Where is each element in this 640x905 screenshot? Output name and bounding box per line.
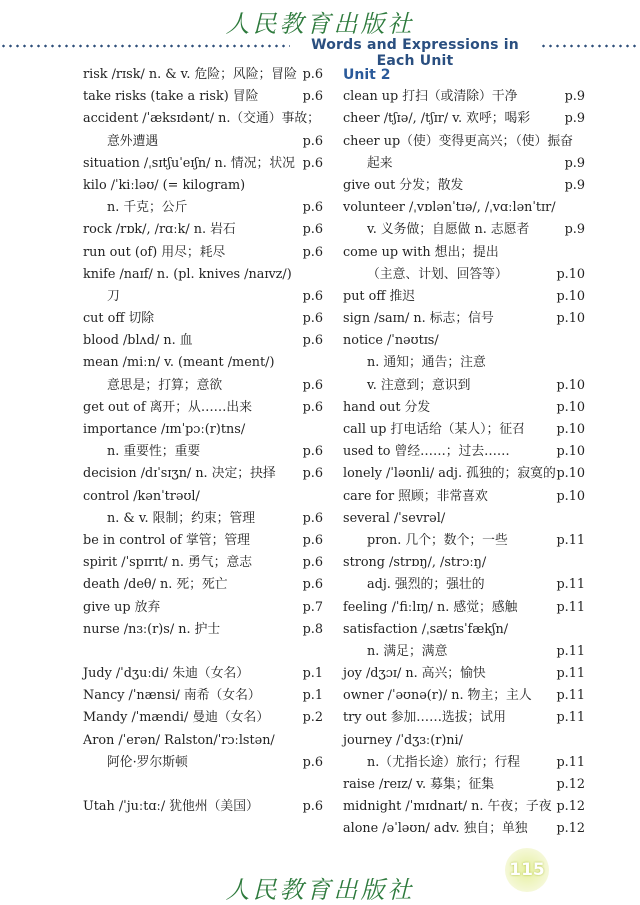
vocab-entry (343, 707, 585, 729)
entry-page: p.6 (302, 510, 323, 526)
entry-text: volunteer /ˌvɒlənˈtɪə/, /ˌvɑːlənˈtɪr/ (343, 200, 556, 216)
publisher-logo-bottom: 人民教育出版社 (225, 876, 415, 904)
vocab-entry (83, 707, 323, 729)
vocab-entry (83, 463, 323, 485)
entry-page: p.10 (556, 399, 585, 415)
vocab-entry (343, 685, 585, 707)
entry-text: v. 义务做；自愿做 n. 志愿者 (367, 222, 530, 238)
entry-page: p.12 (556, 777, 585, 792)
vocab-entry (343, 530, 585, 552)
entry-text: cheer up（使）变得更高兴；（使）振奋 (343, 133, 573, 149)
entry-page: p.6 (302, 577, 323, 593)
entry-page: p.12 (556, 799, 585, 815)
entry-page: p.11 (556, 599, 585, 615)
entry-page: p.6 (302, 444, 323, 460)
vocab-entry (343, 619, 585, 641)
vocab-entry (83, 796, 323, 818)
vocab-entry (83, 197, 323, 219)
vocab-entry (343, 397, 585, 419)
publisher-logo-top: 人民教育出版社 (225, 10, 415, 38)
entry-page: p.9 (564, 222, 585, 238)
vocab-entry (343, 308, 585, 330)
entry-text: pron. 几个；数个；一些 (367, 532, 508, 548)
entry-text: cheer /tʃɪə/, /tʃɪr/ v. 欢呼；喝彩 (343, 111, 531, 127)
entry-text: n. 满足；满意 (367, 643, 448, 659)
vocab-entry (343, 486, 585, 508)
entry-text: 意思是；打算；意欲 (107, 377, 223, 393)
vocab-entry (83, 508, 323, 530)
vocab-entry (343, 286, 585, 308)
entry-page: p.9 (564, 89, 585, 105)
header-title: Words and Expressions in Each Unit (311, 37, 519, 69)
vocab-entry (83, 552, 323, 574)
entry-page: p.10 (556, 488, 585, 504)
entry-text: come up with 想出；提出 (343, 244, 499, 260)
entry-text: decision /dɪˈsɪʒn/ n. 决定；抉择 (83, 466, 276, 482)
entry-text: used to 曾经……；过去…… (343, 444, 510, 460)
entry-text: alone /əˈləʊn/ adv. 独自；单独 (343, 821, 528, 837)
vocab-entry (343, 352, 585, 374)
vocab-entry (83, 663, 323, 685)
entry-text: risk /rɪsk/ n. & v. 危险；风险；冒险 (83, 67, 297, 82)
entry-text: midnight /ˈmɪdnaɪt/ n. 午夜；子夜 (343, 799, 552, 815)
entry-text: raise /reɪz/ v. 募集；征集 (343, 777, 495, 792)
vocab-entry (83, 153, 323, 175)
entry-text: blood /blʌd/ n. 血 (83, 333, 193, 349)
entry-text: spirit /ˈspɪrɪt/ n. 勇气；意志 (83, 555, 253, 571)
vocab-entry (83, 419, 323, 441)
entry-page: p.12 (556, 821, 585, 837)
vocab-entry (83, 330, 323, 352)
entry-text: mean /miːn/ v. (meant /ment/) (83, 355, 275, 371)
entry-text: （主意、计划、回答等） (367, 266, 508, 282)
vocab-entry (83, 597, 323, 619)
header-dots-right (540, 44, 640, 48)
entry-text: feeling /ˈfiːlɪŋ/ n. 感觉；感触 (343, 599, 518, 615)
entry-text: kilo /ˈkiːləʊ/ (= kilogram) (83, 177, 246, 193)
entry-page: p.6 (302, 532, 323, 548)
vocab-entry (343, 730, 585, 752)
entry-text: joy /dʒɔɪ/ n. 高兴；愉快 (343, 666, 486, 682)
vocab-entry (343, 574, 585, 596)
entry-text: Utah /ˈjuːtɑː/ 犹他州（美国） (83, 799, 259, 815)
entry-text: Judy /ˈdʒuːdi/ 朱迪（女名） (83, 666, 250, 682)
entry-text: 刀 (107, 288, 120, 304)
vocab-entry (343, 175, 585, 197)
vocab-entry (83, 752, 323, 774)
vocab-entry (83, 86, 323, 108)
vocab-entry (83, 730, 323, 752)
entry-text: put off 推迟 (343, 288, 416, 304)
entry-text: rock /rɒk/, /rɑːk/ n. 岩石 (83, 222, 236, 238)
vocab-entry (83, 530, 323, 552)
entry-page: p.1 (302, 688, 323, 704)
entry-text: Mandy /ˈmændi/ 曼迪（女名） (83, 710, 270, 726)
vocab-entry (343, 131, 585, 153)
entry-page: p.6 (302, 333, 323, 349)
vocab-entry (343, 264, 585, 286)
entry-page: p.6 (302, 222, 323, 238)
header-dots-left (0, 44, 290, 48)
entry-page: p.6 (302, 311, 323, 327)
entry-text: strong /strɒŋ/, /strɔːŋ/ (343, 555, 487, 571)
entry-text: journey /ˈdʒɜː(r)ni/ (343, 732, 463, 748)
entry-text: Aron /ˈerən/ Ralston/ˈrɔːlstən/ (83, 732, 275, 748)
vocab-entry (83, 352, 323, 374)
vocab-entry (343, 597, 585, 619)
entry-text: knife /naɪf/ n. (pl. knives /naɪvz/) (83, 266, 292, 282)
vocab-entry (83, 397, 323, 419)
unit-heading: Unit 2 (343, 67, 391, 83)
vocab-entry (83, 641, 323, 663)
vocab-entry (83, 375, 323, 397)
entry-text: take risks (take a risk) 冒险 (83, 89, 259, 105)
entry-text: owner /ˈəʊnə(r)/ n. 物主；主人 (343, 688, 532, 704)
vocab-entry (343, 508, 585, 530)
entry-text: n. 千克；公斤 (107, 200, 188, 216)
entry-text: n.（尤指长途）旅行；行程 (367, 754, 521, 770)
entry-page: p.6 (302, 89, 323, 105)
page-number: 115 (505, 848, 549, 892)
entry-text: run out (of) 用尽；耗尽 (83, 244, 226, 260)
entry-text: notice /ˈnəʊtɪs/ (343, 333, 439, 349)
entry-text: 阿伦·罗尔斯顿 (107, 754, 188, 770)
entry-text: death /deθ/ n. 死；死亡 (83, 577, 228, 593)
entry-page: p.11 (556, 532, 585, 548)
vocab-entry (343, 552, 585, 574)
entry-page: p.1 (302, 666, 323, 682)
entry-text: nurse /nɜː(r)s/ n. 护士 (83, 621, 221, 637)
entry-page: p.11 (556, 666, 585, 682)
vocab-entry (343, 774, 585, 796)
entry-page: p.6 (302, 200, 323, 216)
vocab-entry (83, 242, 323, 264)
entry-page: p.10 (556, 311, 585, 327)
entry-page: p.6 (302, 754, 323, 770)
vocab-entry (83, 685, 323, 707)
entry-text: n. & v. 限制；约束；管理 (107, 510, 256, 526)
entry-text: call up 打电话给（某人）；征召 (343, 422, 525, 437)
entry-page: p.6 (302, 133, 323, 149)
vocab-entry (83, 619, 323, 641)
vocab-entry (83, 219, 323, 241)
entry-page: p.6 (302, 377, 323, 393)
vocab-entry (83, 308, 323, 330)
right-column (343, 64, 585, 841)
entry-page: p.9 (564, 155, 585, 171)
entry-text: give out 分发；散发 (343, 177, 464, 193)
vocab-entry (343, 86, 585, 108)
vocab-entry (343, 153, 585, 175)
entry-page: p.8 (302, 621, 323, 637)
vocab-entry (83, 64, 323, 86)
entry-text: get out of 离开；从……出来 (83, 399, 253, 415)
vocab-entry (83, 131, 323, 153)
entry-page: p.2 (302, 710, 323, 726)
entry-page: p.6 (302, 67, 323, 82)
entry-page: p.10 (556, 266, 585, 282)
entry-text: control /kənˈtrəʊl/ (83, 488, 200, 504)
entry-page: p.11 (556, 577, 585, 593)
entry-page: p.6 (302, 399, 323, 415)
entry-text: clean up 打扫（或清除）干净 (343, 89, 518, 105)
vocab-entry (343, 219, 585, 241)
entry-text: lonely /ˈləʊnli/ adj. 孤独的；寂寞的 (343, 466, 556, 482)
vocab-entry (83, 175, 323, 197)
entry-page: p.6 (302, 555, 323, 571)
entry-page: p.10 (556, 422, 585, 437)
entry-text: accident /ˈæksɪdənt/ n.（交通）事故； (83, 111, 320, 127)
entry-page: p.10 (556, 288, 585, 304)
entry-page: p.11 (556, 710, 585, 726)
entry-text: importance /ɪmˈpɔː(r)tns/ (83, 422, 246, 437)
entry-text: n. 通知；通告；注意 (367, 355, 486, 371)
vocab-entry (83, 108, 323, 130)
entry-page: p.10 (556, 377, 585, 393)
entry-page: p.10 (556, 444, 585, 460)
vocab-entry (343, 752, 585, 774)
entry-text: cut off 切除 (83, 311, 155, 327)
vocab-entry (83, 574, 323, 596)
entry-page: p.6 (302, 244, 323, 260)
entry-page: p.9 (564, 177, 585, 193)
vocab-entry (343, 197, 585, 219)
vocab-entry (343, 818, 585, 840)
vocab-entry (343, 641, 585, 663)
entry-text: 意外遭遇 (107, 133, 159, 149)
entry-text: hand out 分发 (343, 399, 431, 415)
vocab-entry (343, 375, 585, 397)
entry-text: give up 放弃 (83, 599, 161, 615)
vocab-entry (83, 774, 323, 796)
left-column (83, 64, 323, 818)
entry-text: sign /saɪn/ n. 标志；信号 (343, 311, 494, 327)
entry-text: try out 参加……选拔；试用 (343, 710, 506, 726)
entry-page: p.7 (302, 599, 323, 615)
vocab-entry (343, 108, 585, 130)
entry-page: p.11 (556, 688, 585, 704)
entry-page: p.6 (302, 466, 323, 482)
vocab-entry (83, 264, 323, 286)
entry-page: p.11 (556, 754, 585, 770)
entry-text: be in control of 掌管；管理 (83, 532, 250, 548)
entry-page: p.11 (556, 643, 585, 659)
entry-text: n. 重要性；重要 (107, 444, 201, 460)
vocab-entry (83, 441, 323, 463)
entry-text: adj. 强烈的；强壮的 (367, 577, 485, 593)
vocab-entry (83, 486, 323, 508)
entry-page: p.9 (564, 111, 585, 127)
vocab-entry (343, 441, 585, 463)
vocab-entry (343, 330, 585, 352)
entry-text: 起来 (367, 155, 393, 171)
entry-text: situation /ˌsɪtʃuˈeɪʃn/ n. 情况；状况 (83, 155, 295, 171)
entry-page: p.6 (302, 799, 323, 815)
entry-text: Nancy /ˈnænsi/ 南希（女名） (83, 688, 261, 704)
vocab-entry (83, 286, 323, 308)
entry-page: p.6 (302, 288, 323, 304)
entry-text: care for 照顾；非常喜欢 (343, 488, 488, 504)
vocab-entry (343, 663, 585, 685)
entry-text: v. 注意到；意识到 (367, 377, 471, 393)
entry-text: satisfaction /ˌsætɪsˈfækʃn/ (343, 621, 509, 637)
vocab-entry (343, 242, 585, 264)
vocab-entry (343, 796, 585, 818)
entry-page: p.10 (556, 466, 585, 482)
vocab-entry (343, 463, 585, 485)
vocab-entry (343, 419, 585, 441)
entry-text: several /ˈsevrəl/ (343, 510, 446, 526)
entry-page: p.6 (302, 155, 323, 171)
